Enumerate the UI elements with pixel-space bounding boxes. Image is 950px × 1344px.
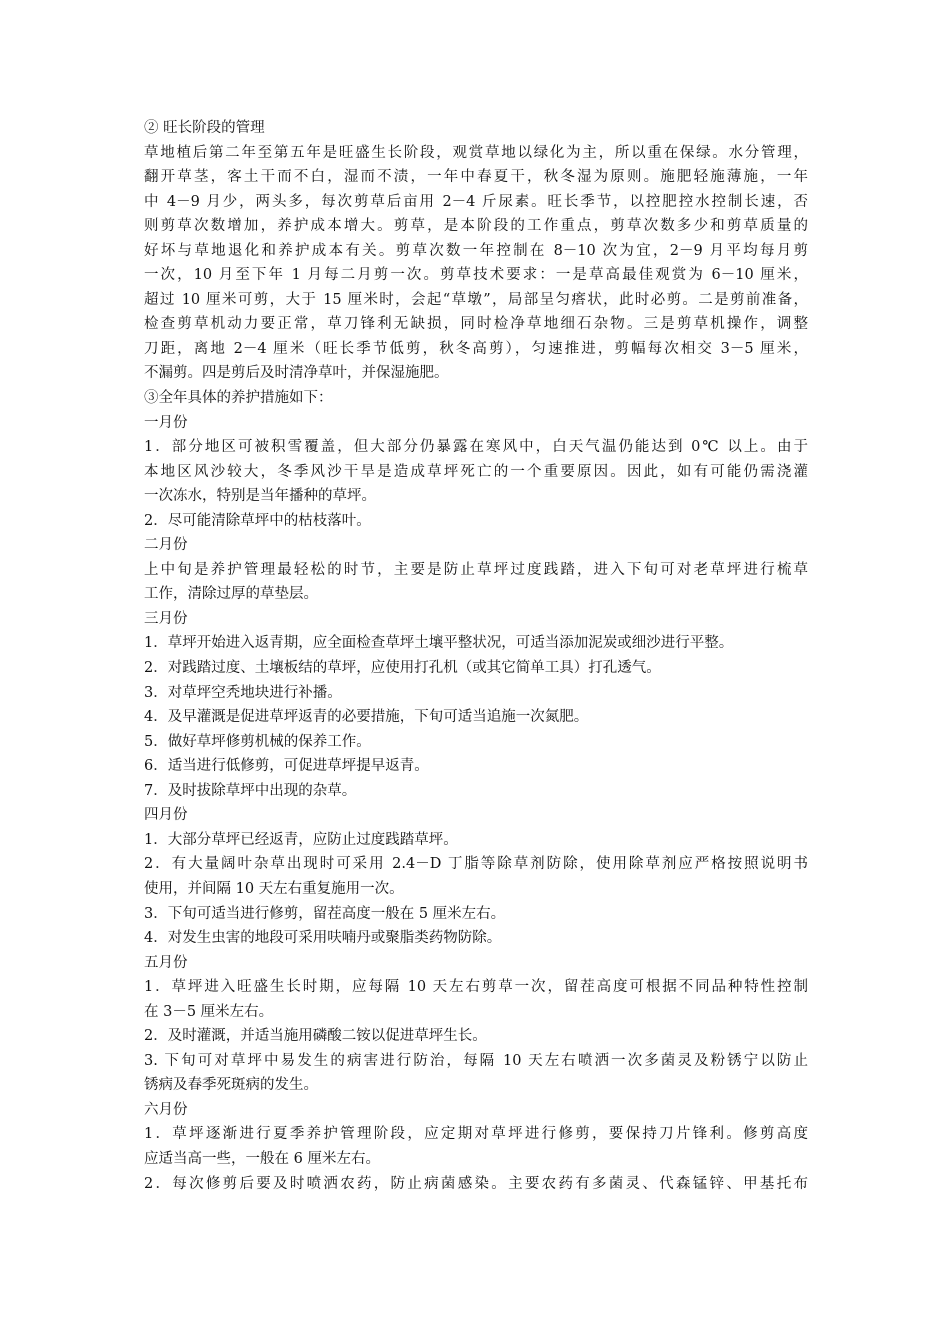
text-line: 3．下旬可适当进行修剪，留茬高度一般在 5 厘米左右。 xyxy=(144,905,506,922)
text-line: 一月份 xyxy=(144,414,188,431)
text-line: 2．每次修剪后要及时喷洒农药，防止病菌感染。主要农药有多菌灵、代森锰锌、甲基托布 xyxy=(144,1175,808,1192)
text-line: 检查剪草机动力要正常，草刀锋利无缺损，同时检净草地细石杂物。三是剪草机操作，调整 xyxy=(144,316,808,333)
document-page xyxy=(144,116,808,1196)
text-line: 2．尽可能清除草坪中的枯枝落叶。 xyxy=(144,512,371,529)
text-line: 一次冻水，特别是当年播种的草坪。 xyxy=(144,488,376,505)
text-line: 2．对践踏过度、土壤板结的草坪，应使用打孔机（或其它简单工具）打孔透气。 xyxy=(144,660,661,677)
text-line: 在 3－5 厘米左右。 xyxy=(144,1003,274,1020)
text-line: 6．适当进行低修剪，可促进草坪提早返青。 xyxy=(144,758,429,775)
text-line: 3. 下旬可对草坪中易发生的病害进行防治，每隔 10 天左右喷洒一次多菌灵及粉锈宁以防止 xyxy=(144,1052,808,1069)
text-line: 超过 10 厘米可剪，大于 15 厘米时，会起“草墩”，局部呈匀瘩状，此时必剪。二是剪前准备， xyxy=(144,291,808,308)
text-line: 刀距，离地 2－4 厘米（旺长季节低剪，秋冬高剪），匀速推进，剪幅每次相交 3－5 厘米， xyxy=(144,340,808,357)
text-line: 1．草坪进入旺盛生长时期，应每隔 10 天左右剪草一次，留茬高度可根据不同品种特性控制 xyxy=(144,979,808,996)
text-line: 2．有大量阔叶杂草出现时可采用 2.4－D 丁脂等除草剂防除，使用除草剂应严格按照说明书 xyxy=(144,856,808,873)
text-line: 草地植后第二年至第五年是旺盛生长阶段，观赏草地以绿化为主，所以重在保绿。水分管理， xyxy=(144,144,808,161)
text-line: 3．对草坪空秃地块进行补播。 xyxy=(144,684,342,701)
text-line: 5．做好草坪修剪机械的保养工作。 xyxy=(144,733,371,750)
text-line: 好坏与草地退化和养护成本有关。剪草次数一年控制在 8－10 次为宜，2－9 月平均每月剪 xyxy=(144,242,808,259)
text-line: 不漏剪。四是剪后及时清净草叶，并保湿施肥。 xyxy=(144,365,449,382)
text-line: 翻开草茎，客土干而不白，湿而不渍，一年中春夏干，秋冬湿为原则。施肥轻施薄施，一年 xyxy=(144,169,808,186)
text-line: 工作，清除过厚的草垫层。 xyxy=(144,586,318,603)
text-line: 4．及早灌溉是促进草坪返青的必要措施，下旬可适当追施一次氮肥。 xyxy=(144,709,589,726)
text-line: 1．草坪开始进入返青期，应全面检查草坪土壤平整状况，可适当添加泥炭或细沙进行平整。 xyxy=(144,635,734,652)
text-line: 1．大部分草坪已经返青，应防止过度践踏草坪。 xyxy=(144,831,458,848)
text-line: 4．对发生虫害的地段可采用呋喃丹或聚脂类药物防除。 xyxy=(144,930,502,947)
text-line: 使用，并间隔 10 天左右重复施用一次。 xyxy=(144,880,404,897)
text-line: 1．部分地区可被积雪覆盖，但大部分仍暴露在寒风中，白天气温仍能达到 0℃ 以上。由于 xyxy=(144,439,808,456)
text-line: 7．及时拔除草坪中出现的杂草。 xyxy=(144,782,357,799)
text-line: 应适当高一些，一般在 6 厘米左右。 xyxy=(144,1150,380,1167)
text-line: 中 4－9 月少，两头多，每次剪草后亩用 2－4 斤尿素。旺长季节，以控肥控水控制长速，否 xyxy=(144,193,808,210)
text-line: 一次，10 月至下年 1 月每二月剪一次。剪草技术要求：一是草高最佳观赏为 6－10 厘米， xyxy=(144,267,808,284)
text-line: 1．草坪逐渐进行夏季养护管理阶段，应定期对草坪进行修剪，要保持刀片锋利。修剪高度 xyxy=(144,1126,808,1143)
text-line: 则剪草次数增加，养护成本增大。剪草，是本阶段的工作重点，剪草次数多少和剪草质量的 xyxy=(144,218,808,235)
text-line: 五月份 xyxy=(144,954,188,971)
text-line: ③全年具体的养护措施如下： xyxy=(144,390,333,407)
text-line: 本地区风沙较大，冬季风沙干旱是造成草坪死亡的一个重要原因。因此，如有可能仍需浇灌 xyxy=(144,463,808,480)
text-line: 二月份 xyxy=(144,537,188,554)
text-line: 2．及时灌溉，并适当施用磷酸二铵以促进草坪生长。 xyxy=(144,1028,487,1045)
text-line: 六月份 xyxy=(144,1101,188,1118)
text-line: 上中旬是养护管理最轻松的时节，主要是防止草坪过度践踏，进入下旬可对老草坪进行梳草 xyxy=(144,561,808,578)
text-line: 三月份 xyxy=(144,610,188,627)
text-line: 锈病及春季死斑病的发生。 xyxy=(144,1077,318,1094)
text-line: ② 旺长阶段的管理 xyxy=(144,120,265,136)
text-line: 四月份 xyxy=(144,807,188,824)
